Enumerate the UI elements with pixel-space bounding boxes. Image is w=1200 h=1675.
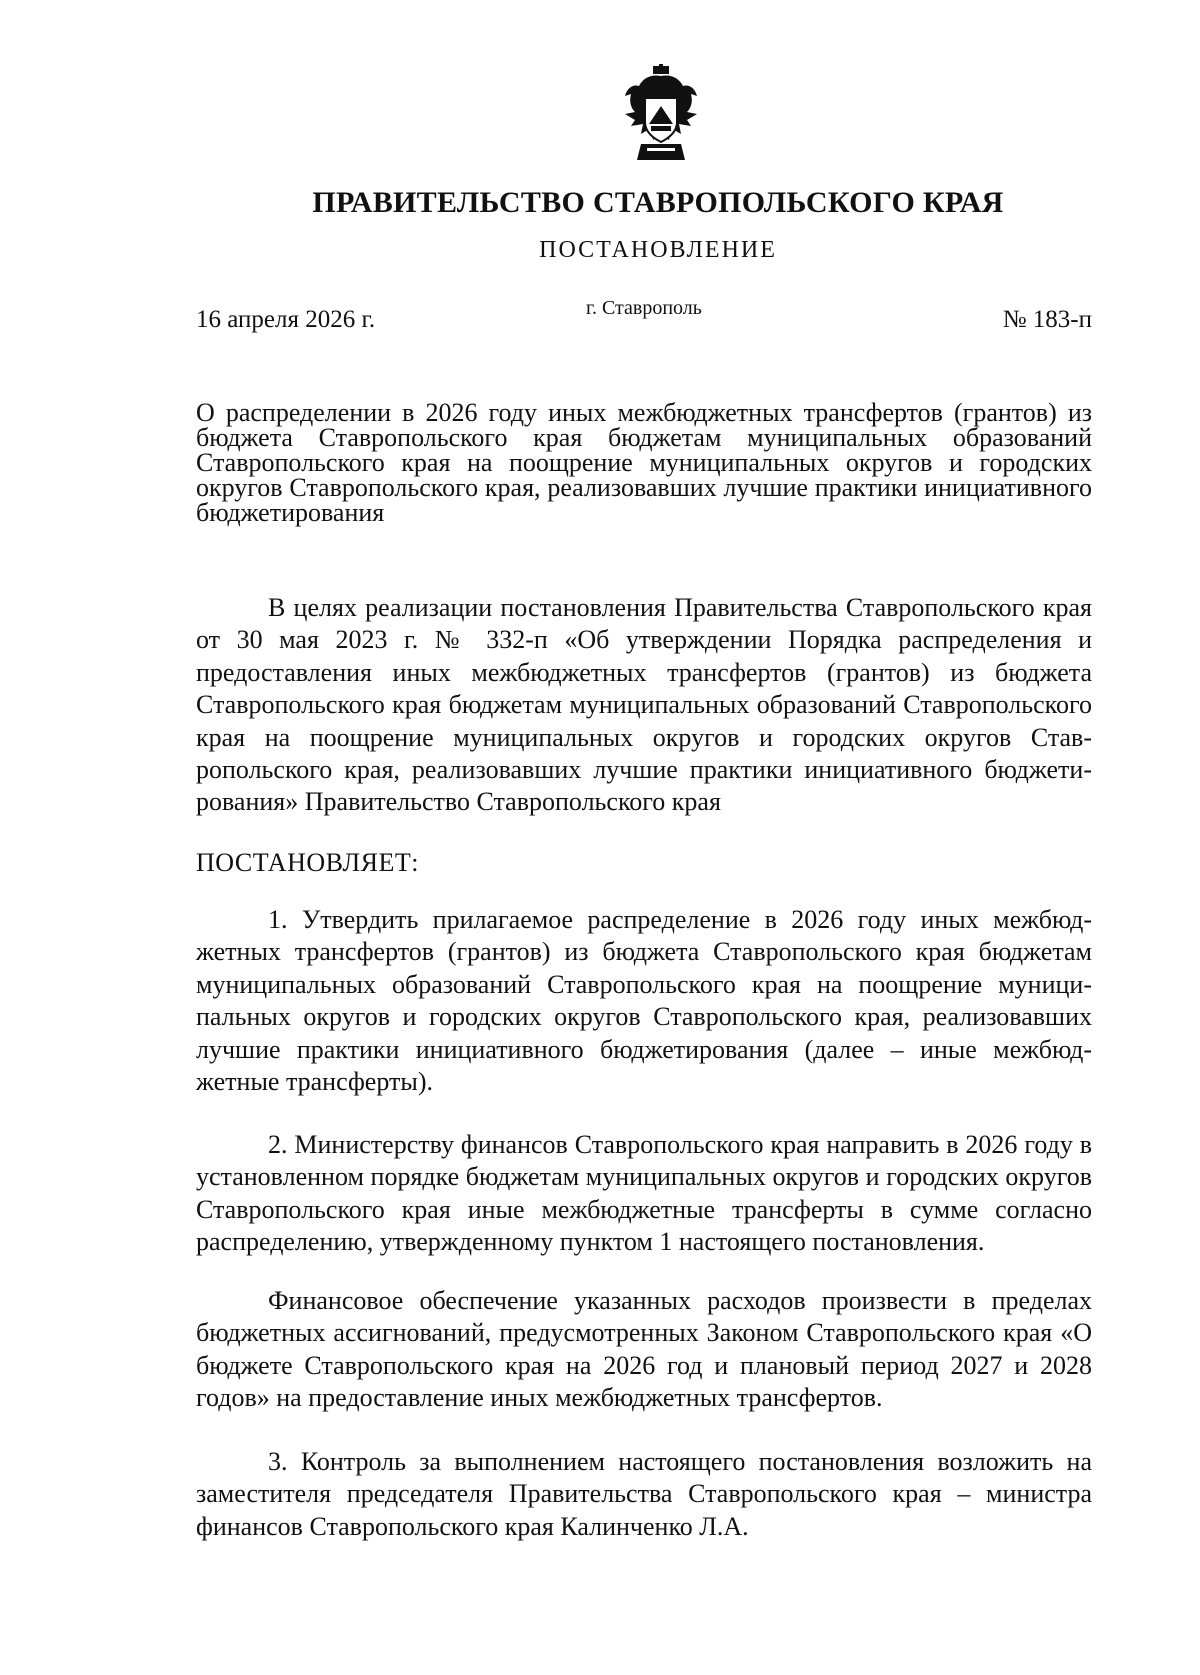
- document-number: № 183-п: [1002, 306, 1092, 333]
- organization-title: ПРАВИТЕЛЬСТВО СТАВРОПОЛЬСКОГО КРАЯ: [312, 186, 1004, 219]
- document-date: 16 апреля 2026 г.: [196, 306, 376, 333]
- document-subject: О распределении в 2026 году иных межбюджетных трансфертов (грантов) из бюджета Ставропольского края бюджетам муниципальных образований Ставропольского края на поощрение муниципальных округов и городских округов Ставропольского края, реализовавших лучшие практики инициативного бюджетирования: [196, 398, 1092, 527]
- item-3-paragraph: 3. Контроль за выполнением настоящего постановления возложить на заместителя председателя Правительства Ставропольского края – министра финансов Ставропольского края Калинченко Л.А.: [196, 1447, 1092, 1541]
- document-type: ПОСТАНОВЛЕНИЕ: [539, 237, 777, 263]
- document-city: г. Ставрополь: [586, 297, 702, 319]
- coat-of-arms-emblem-icon: [621, 64, 701, 164]
- item-2-funding-paragraph: Финансовое обеспечение указанных расходов произвести в пределах бюджетных ассигнований, предусмотренных Законом Ставропольского края «О бюджете Ставропольского края на 2026 год и плановый период 2027 и 2028 годов» на предоставление иных межбюджетных трансфертов.: [196, 1286, 1092, 1413]
- item-1-paragraph: 1. Утвердить прилагаемое распределение в 2026 году иных межбюджетных трансфертов (грантов) из бюджета Ставропольского края бюджетам муниципальных образований Ставропольского края на поощрение муниципальных округов и городских округов Ставропольского края, реализовавших лучшие практики инициативного бюджетирования (далее – иные межбюджетные трансферты).: [196, 905, 1092, 1097]
- preamble-paragraph: В целях реализации постановления Правительства Ставропольского края от 30 мая 2023 г. № 332-п «Об утверждении Порядка распределения и предоставления иных межбюджетных трансфертов (грантов) из бюджета Ставропольского края бюджетам муниципальных образований Ставропольского края на поощрение муниципальных округов и городских округов Ставропольского края, реализовавших лучшие практики инициативного бюджетирования» Правительство Ставропольского края: [196, 593, 1092, 817]
- item-2-paragraph: 2. Министерству финансов Ставропольского края направить в 2026 году в установленном порядке бюджетам муниципальных округов и городских округов Ставропольского края иные межбюджетные трансферты в сумме согласно распределению, утвержденному пунктом 1 настоящего постановления.: [196, 1130, 1092, 1257]
- resolves-heading: ПОСТАНОВЛЯЕТ:: [196, 848, 419, 877]
